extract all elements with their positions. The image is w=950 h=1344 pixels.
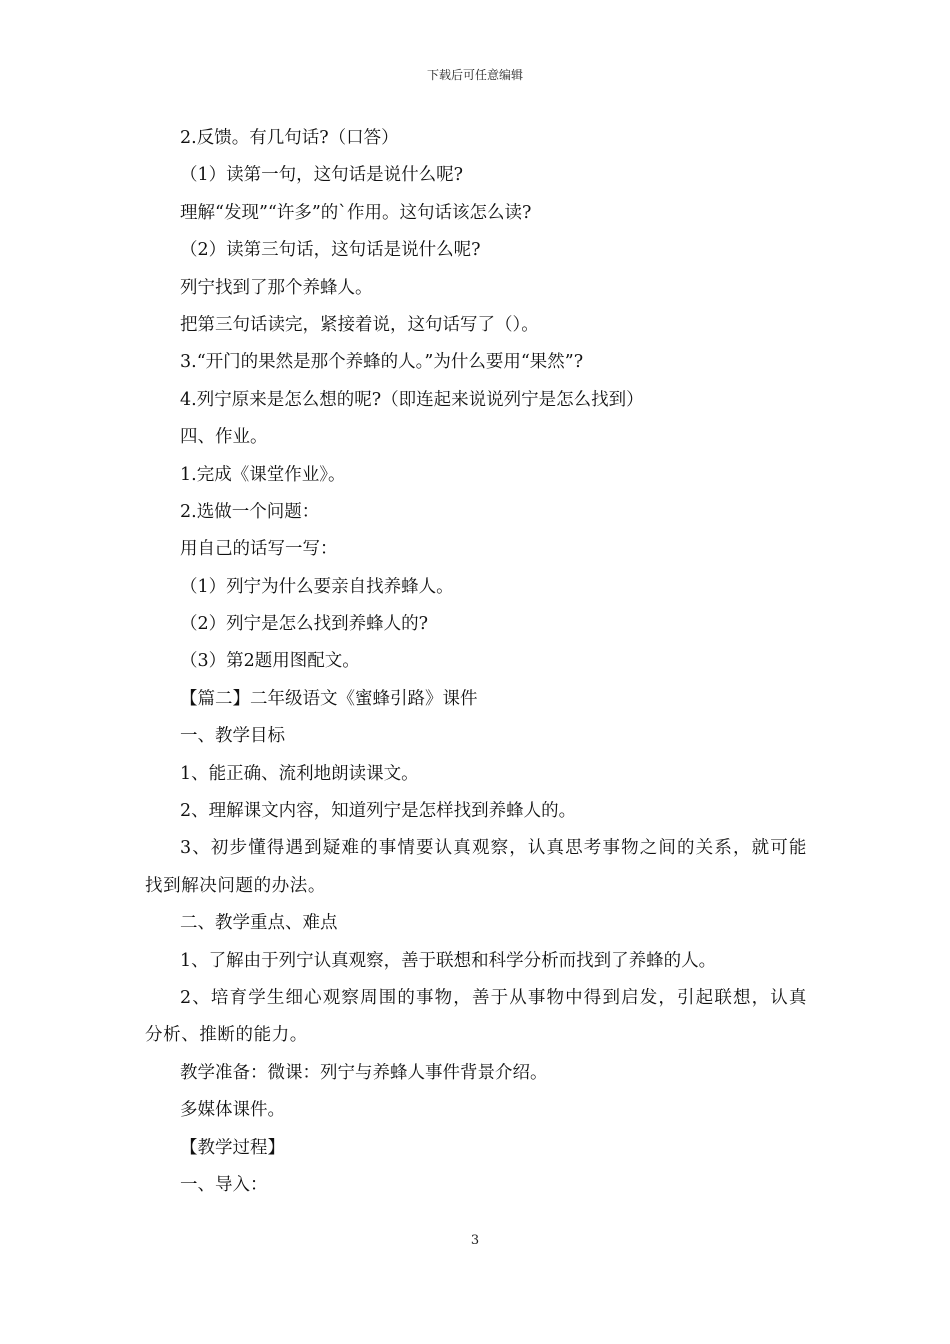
page-header: 下载后可任意编辑: [426, 68, 523, 82]
text-line: 把第三句话读完，紧接着说，这句话写了（）。: [180, 314, 539, 335]
text-line: 理解“发现”“许多”的`作用。这句话该怎么读?: [180, 202, 532, 223]
section-heading-key-points: 二、教学重点、难点: [180, 913, 338, 934]
section-heading-intro: 一、导入：: [180, 1175, 268, 1195]
text-line: 2.选做一个问题：: [180, 501, 320, 522]
text-line: 2、理解课文内容，知道列宁是怎样找到养蜂人的。: [180, 801, 577, 822]
text-line: （1）列宁为什么要亲自找养蜂人。: [180, 576, 454, 597]
text-line: 3.“开门的果然是那个养蜂的人。”为什么要用“果然”?: [180, 352, 584, 373]
text-line: （2）列宁是怎么找到养蜂人的?: [180, 614, 429, 635]
text-line: （2）读第三句话，这句话是说什么呢?: [180, 240, 481, 261]
text-line: 1.完成《课堂作业》。: [180, 464, 346, 485]
text-line: 2.反馈。有几句话?（口答）: [180, 128, 399, 148]
article-title: 【篇二】二年级语文《蜜蜂引路》课件: [180, 688, 478, 709]
document-body: [145, 120, 807, 1204]
text-line: 1、能正确、流利地朗读课文。: [180, 763, 419, 784]
text-line: 用自己的话写一写：: [180, 539, 338, 560]
section-heading-goals: 一、教学目标: [180, 726, 285, 747]
section-heading-homework: 四、作业。: [180, 427, 268, 448]
text-line: 列宁找到了那个养蜂人。: [180, 277, 373, 298]
text-line: （1）读第一句，这句话是说什么呢?: [180, 165, 464, 186]
text-line: 教学准备：微课：列宁与养蜂人事件背景介绍。: [180, 1062, 548, 1083]
paragraph-goal-3: 3、初步懂得遇到疑难的事情要认真观察，认真思考事物之间的关系，就可能找到解决问题的办法。: [145, 838, 807, 896]
text-line: 4.列宁原来是怎么想的呢?（即连起来说说列宁是怎么找到）: [180, 389, 644, 410]
text-line: （3）第2题用图配文。: [180, 651, 360, 672]
section-heading-process: 【教学过程】: [180, 1137, 285, 1158]
text-line: 多媒体课件。: [180, 1100, 285, 1121]
page-number: 3: [470, 1233, 480, 1248]
paragraph-key-point-2: 2、培育学生细心观察周围的事物，善于从事物中得到启发，引起联想，认真分析、推断的能力。: [145, 988, 807, 1046]
text-line: 1、了解由于列宁认真观察，善于联想和科学分析而找到了养蜂的人。: [180, 950, 717, 971]
